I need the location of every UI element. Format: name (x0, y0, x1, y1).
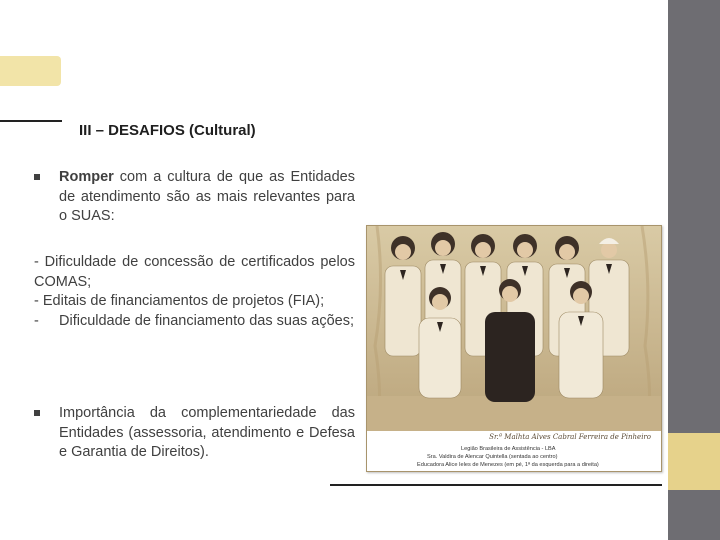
dash-list (34, 253, 355, 331)
bullet-romper (34, 168, 355, 227)
bottom-rule (330, 484, 662, 486)
historic-group-photo (366, 225, 662, 472)
photo-caption-line-2: Sra. Valdira de Alencar Quintella (sentada ao centro) (427, 454, 558, 460)
bullet-text: com a cultura de que as Entidades de atendimento são as mais relevantes para o SUAS: (59, 169, 355, 224)
bullet-block-2 (34, 404, 355, 463)
slide-title: III – DESAFIOS (Cultural) (79, 122, 256, 139)
dash-item-editais: - Editais de financiamentos de projetos (FIA); (34, 293, 325, 309)
right-accent-block (668, 433, 720, 490)
photo-caption-line-3: Educadora Alice Ieles de Menezes (em pé, 1ª da esquerda para a direita) (417, 462, 599, 468)
dash-item-financiamento (34, 312, 355, 332)
dash-lead: - (34, 312, 39, 329)
square-bullet-icon (34, 174, 40, 180)
photo-illustration (367, 226, 661, 471)
photo-signature: Sr.ª Malhta Alves Cabral Ferreira de Pinheiro (489, 433, 651, 441)
dash-item-text: Dificuldade de financiamento das suas ações; (59, 312, 355, 329)
photo-caption-line-1: Legião Brasileira de Assistência - LBA (461, 446, 556, 452)
square-bullet-icon (34, 410, 40, 416)
bullet-importancia (34, 404, 355, 463)
dash-item-certificados: - Dificuldade de concessão de certificados pelos COMAS; (34, 254, 355, 290)
bullet-block-1 (34, 168, 355, 227)
bullet-bold-word: Romper (59, 169, 114, 185)
title-rule (0, 120, 62, 122)
top-accent-tab (0, 56, 61, 86)
bullet-text: Importância da complementariedade das Entidades (assessoria, atendimento e Defesa e Garantia de Direitos). (59, 405, 355, 460)
